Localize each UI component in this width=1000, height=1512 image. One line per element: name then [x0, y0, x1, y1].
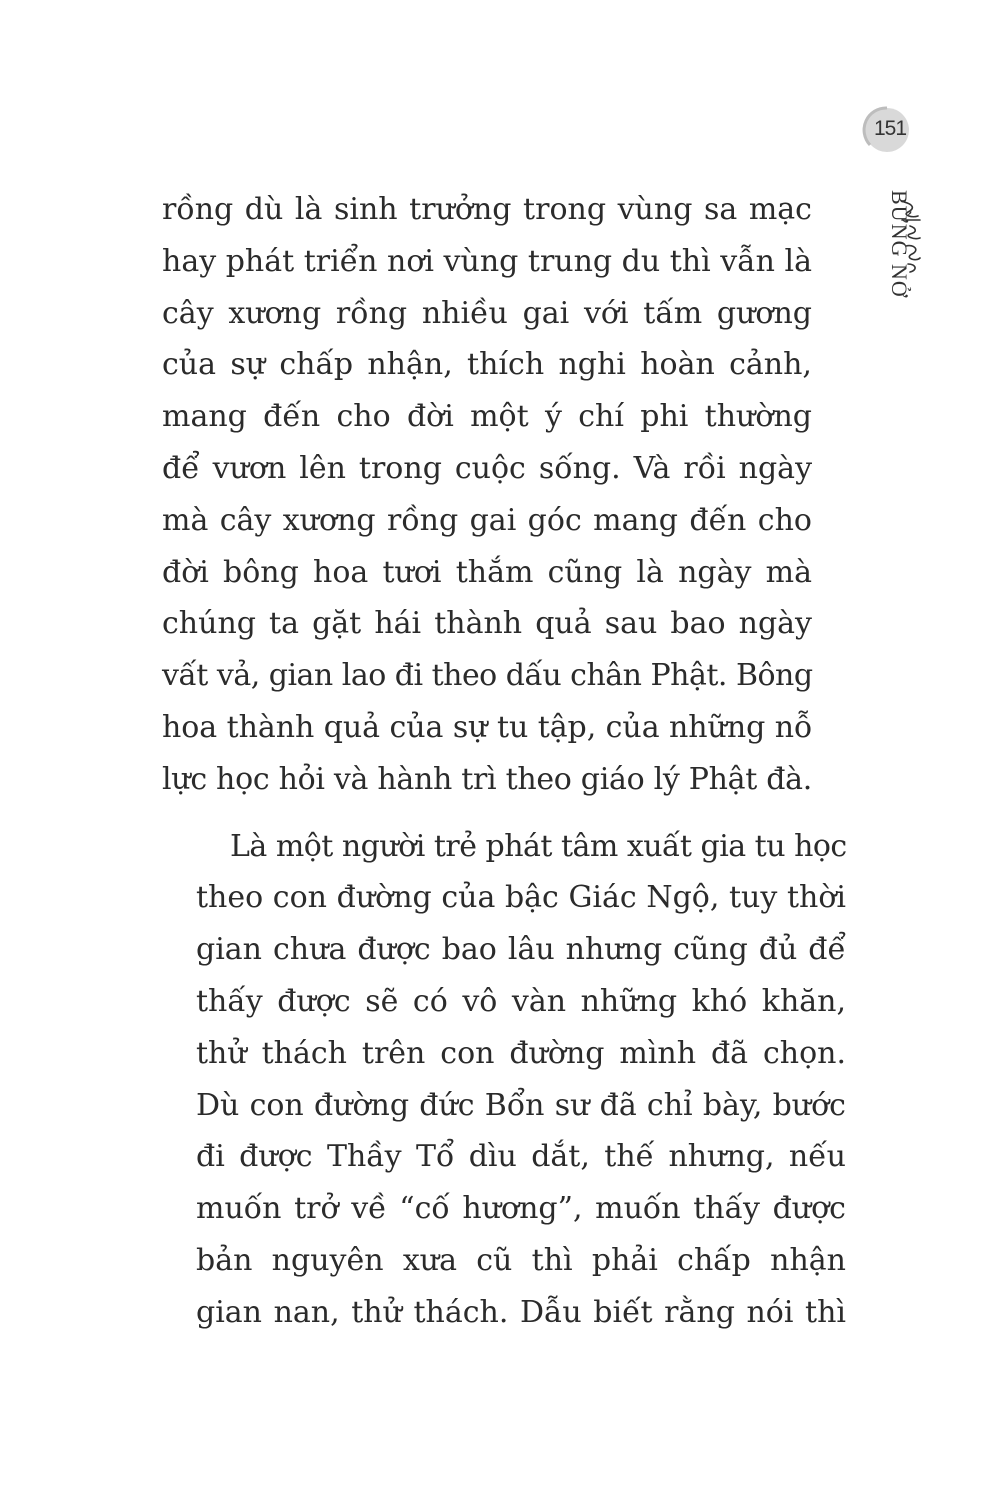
text-line: chúng ta gặt hái thành quả sau bao ngày	[162, 606, 812, 642]
text-line: vất vả, gian lao đi theo dấu chân Phật. Bông	[162, 658, 813, 694]
text-line: cây xương rồng nhiều gai với tấm gương	[162, 295, 813, 331]
paragraph-2	[162, 821, 847, 1339]
text-line: gian chưa được bao lâu nhưng cũng đủ để	[196, 932, 846, 968]
text-line: đi được Thầy Tổ dìu dắt, thế nhưng, nếu	[196, 1139, 846, 1175]
body-text	[162, 184, 847, 1339]
text-line: để vươn lên trong cuộc sống. Và rồi ngày	[162, 450, 813, 486]
text-line: hoa thành quả của sự tu tập, của những nỗ	[162, 709, 813, 745]
text-line: thấy được sẽ có vô vàn những khó khăn,	[196, 983, 847, 1019]
text-line: mang đến cho đời một ý chí phi thường	[162, 399, 812, 435]
text-line: đời bông hoa tươi thắm cũng là ngày mà	[162, 554, 812, 590]
text-line: Dù con đường đức Bổn sư đã chỉ bày, bước	[196, 1087, 846, 1123]
paragraph-1	[162, 184, 812, 806]
hoa-tam-script-logo	[898, 198, 928, 278]
page-number-badge	[862, 105, 912, 155]
text-line: theo con đường của bậc Giác Ngộ, tuy thời	[196, 880, 846, 916]
text-line: của sự chấp nhận, thích nghi hoàn cảnh,	[162, 347, 812, 383]
text-line: lực học hỏi và hành trì theo giáo lý Phật đà.	[162, 761, 812, 797]
text-line: Là một người trẻ phát tâm xuất gia tu học	[230, 828, 847, 864]
text-line: thử thách trên con đường mình đã chọn.	[196, 1035, 847, 1071]
text-line: bản nguyên xưa cũ thì phải chấp nhận	[196, 1242, 847, 1278]
running-title: BỪNG NỞ	[887, 190, 912, 298]
page-number: 151	[873, 117, 907, 140]
text-line: muốn trở về “cố hương”, muốn thấy được	[196, 1191, 846, 1227]
text-line: gian nan, thử thách. Dẫu biết rằng nói thì	[196, 1294, 846, 1330]
text-line: rồng dù là sinh trưởng trong vùng sa mạc	[162, 192, 812, 227]
text-line: mà cây xương rồng gai góc mang đến cho	[162, 502, 812, 538]
text-line: hay phát triển nơi vùng trung du thì vẫn là	[162, 243, 812, 279]
